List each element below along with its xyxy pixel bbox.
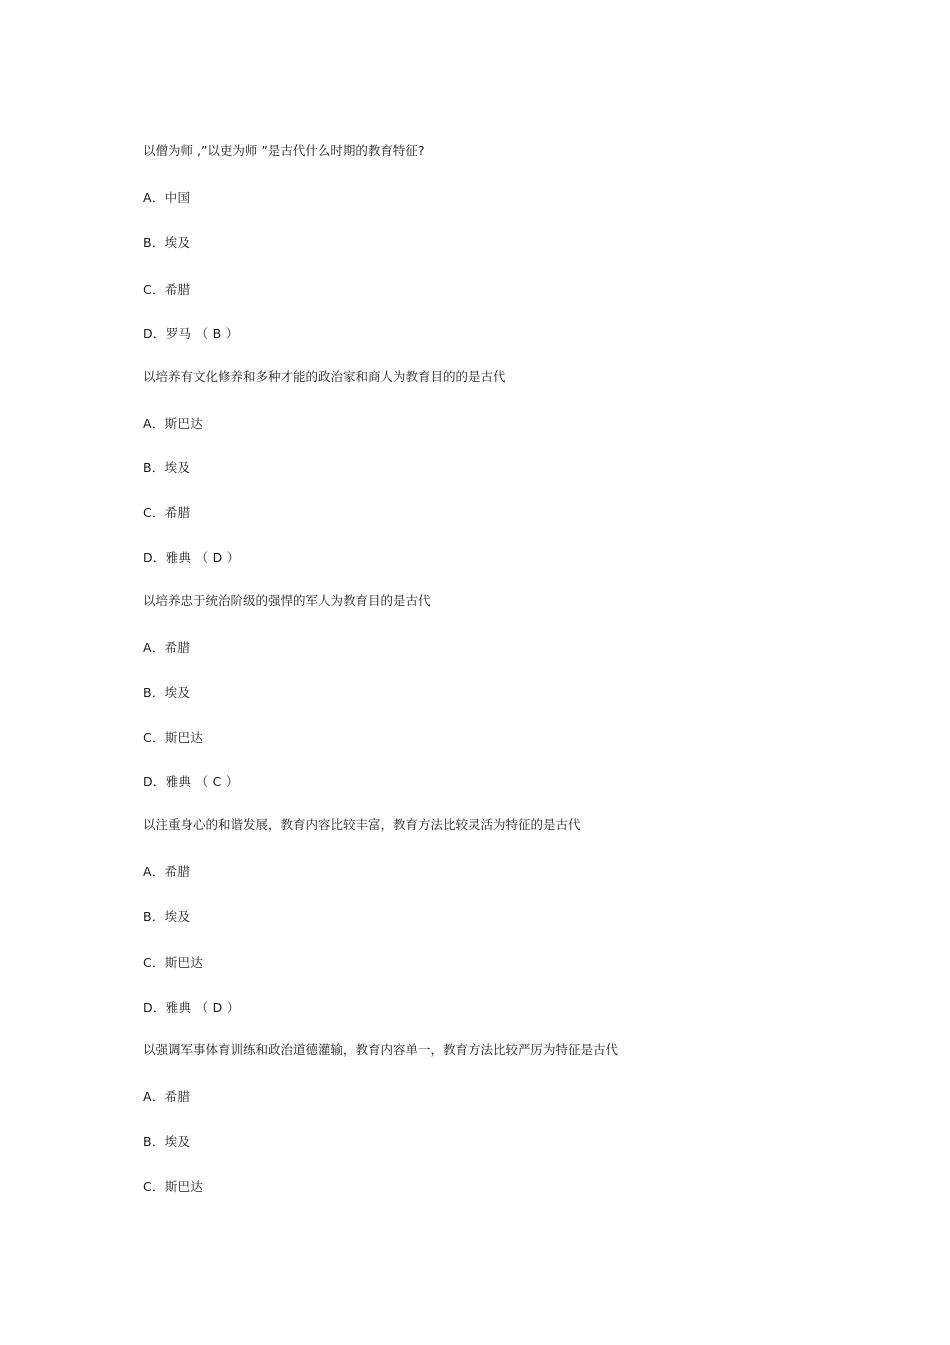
question-1-option-d: D．罗马 （ B ） bbox=[143, 326, 239, 341]
question-5-stem: 以强调军事体育训练和政治道德灌输，教育内容单一，教育方法比较严厉为特征是古代 bbox=[143, 1042, 619, 1057]
question-1-option-a: A．中国 bbox=[143, 190, 191, 205]
question-2-option-d: D．雅典 （ D ） bbox=[143, 550, 240, 565]
question-3-option-c: C．斯巴达 bbox=[143, 730, 204, 745]
question-4-stem: 以注重身心的和谐发展，教育内容比较丰富，教育方法比较灵活为特征的是古代 bbox=[143, 817, 581, 832]
question-5-option-b: B．埃及 bbox=[143, 1134, 191, 1149]
question-3-option-a: A．希腊 bbox=[143, 640, 191, 655]
question-2-option-a: A．斯巴达 bbox=[143, 416, 204, 431]
question-2-stem: 以培养有文化修养和多种才能的政治家和商人为教育目的的是古代 bbox=[143, 369, 506, 384]
question-4-option-b: B．埃及 bbox=[143, 909, 191, 924]
question-4-option-a: A．希腊 bbox=[143, 864, 191, 879]
question-5-option-c: C．斯巴达 bbox=[143, 1179, 204, 1194]
question-2-option-c: C．希腊 bbox=[143, 505, 191, 520]
question-4-option-c: C．斯巴达 bbox=[143, 955, 204, 970]
question-5-option-a: A．希腊 bbox=[143, 1089, 191, 1104]
question-3-stem: 以培养忠于统治阶级的强悍的军人为教育目的是古代 bbox=[143, 593, 431, 608]
question-1-option-c: C．希腊 bbox=[143, 282, 191, 297]
question-2-option-b: B．埃及 bbox=[143, 460, 191, 475]
question-3-option-d: D．雅典 （ C ） bbox=[143, 774, 239, 789]
question-1-option-b: B．埃及 bbox=[143, 235, 191, 250]
question-1-stem: 以僧为师 ,”以吏为师 ”是古代什么时期的教育特征? bbox=[143, 143, 425, 158]
question-3-option-b: B．埃及 bbox=[143, 685, 191, 700]
question-4-option-d: D．雅典 （ D ） bbox=[143, 1000, 240, 1015]
